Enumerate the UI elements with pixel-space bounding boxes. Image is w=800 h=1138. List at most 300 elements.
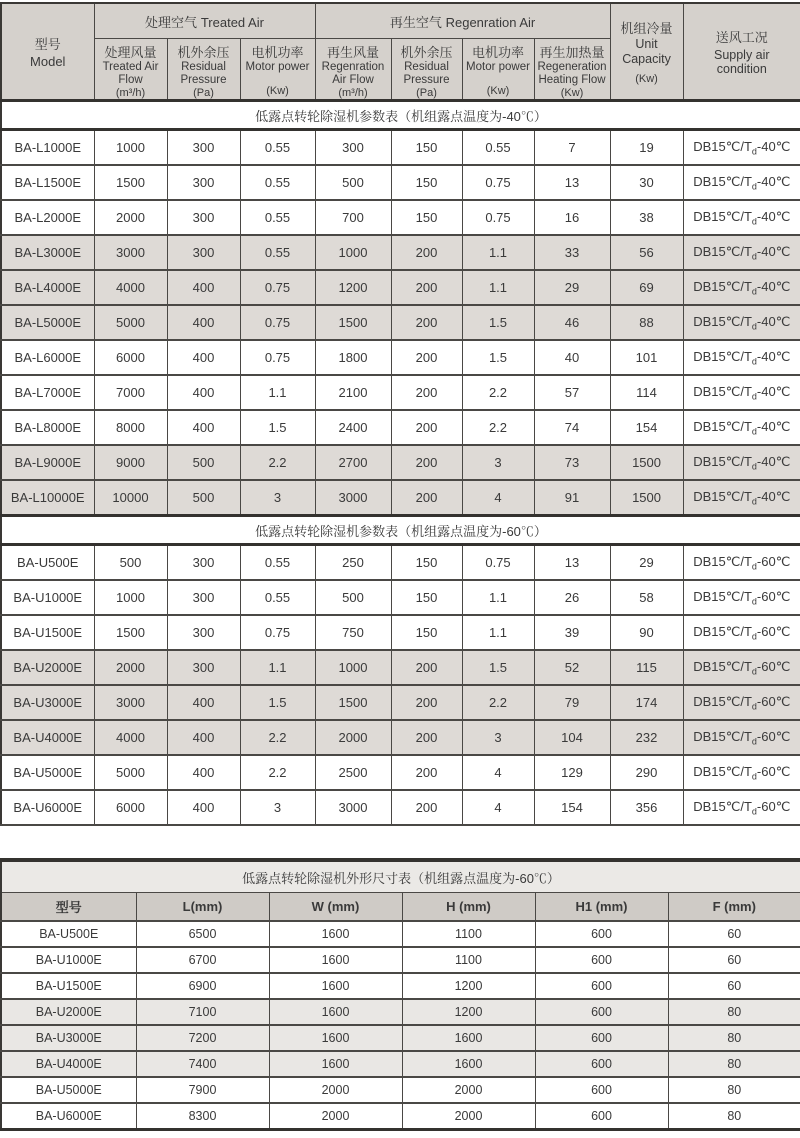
col-header-regen-flow — [315, 39, 391, 101]
value-cell: 39 — [534, 615, 610, 650]
value-cell: 600 — [535, 947, 668, 973]
supply-pre: DB15℃/T — [693, 173, 752, 189]
supply-post: -40℃ — [756, 453, 791, 469]
value-cell: 3000 — [315, 790, 391, 825]
regen-heating-en: Regeneration Heating Flow — [537, 61, 607, 87]
value-cell: 1.1 — [462, 580, 534, 615]
value-cell: 3000 — [94, 235, 167, 270]
supply-pre: DB15℃/T — [693, 763, 752, 779]
value-cell: 1200 — [315, 270, 391, 305]
value-cell: 0.55 — [240, 200, 315, 235]
value-cell: 5000 — [94, 755, 167, 790]
value-cell: 200 — [391, 685, 462, 720]
supply-subscript: d — [751, 356, 757, 367]
value-cell: 3 — [462, 445, 534, 480]
value-cell: 2000 — [315, 720, 391, 755]
value-cell: 80 — [668, 1025, 800, 1051]
value-cell: 6000 — [94, 340, 167, 375]
value-cell: 300 — [167, 615, 240, 650]
value-cell: 80 — [668, 1077, 800, 1103]
supply-post: -60℃ — [756, 763, 791, 779]
supply-post: -40℃ — [756, 313, 791, 329]
value-cell: 300 — [167, 200, 240, 235]
value-cell: 2400 — [315, 410, 391, 445]
model-cell: BA-U4000E — [1, 1051, 136, 1077]
value-cell: 80 — [668, 1103, 800, 1130]
model-cell: BA-U1000E — [1, 947, 136, 973]
value-cell: 6000 — [94, 790, 167, 825]
value-cell: 3000 — [94, 685, 167, 720]
table-row — [1, 340, 800, 375]
supply-post: -60℃ — [756, 728, 791, 744]
value-cell: 1800 — [315, 340, 391, 375]
value-cell: 104 — [534, 720, 610, 755]
table-row — [1, 1103, 800, 1130]
table-row — [1, 720, 800, 755]
regen-pressure-en: Residual Pressure — [403, 61, 450, 87]
value-cell: 150 — [391, 165, 462, 200]
value-cell: 3000 — [315, 480, 391, 516]
supply-condition-cell — [683, 130, 800, 166]
value-cell: 2000 — [269, 1103, 402, 1130]
table-row — [1, 650, 800, 685]
value-cell: 200 — [391, 480, 462, 516]
value-cell: 150 — [391, 130, 462, 166]
value-cell: 33 — [534, 235, 610, 270]
supply-pre: DB15℃/T — [693, 453, 752, 469]
value-cell: 60 — [668, 947, 800, 973]
value-cell: 300 — [167, 235, 240, 270]
value-cell: 150 — [391, 580, 462, 615]
value-cell: 2000 — [94, 200, 167, 235]
model-cell: BA-L6000E — [1, 340, 94, 375]
value-cell: 16 — [534, 200, 610, 235]
supply-condition-cell — [683, 615, 800, 650]
value-cell: 7900 — [136, 1077, 269, 1103]
supply-post: -40℃ — [756, 383, 791, 399]
table-row — [1, 999, 800, 1025]
value-cell: 9000 — [94, 445, 167, 480]
value-cell: 2000 — [402, 1077, 535, 1103]
value-cell: 200 — [391, 340, 462, 375]
model-cell: BA-U5000E — [1, 755, 94, 790]
value-cell: 0.75 — [240, 270, 315, 305]
value-cell: 129 — [534, 755, 610, 790]
value-cell: 60 — [668, 973, 800, 999]
table-row — [1, 685, 800, 720]
value-cell: 1600 — [269, 999, 402, 1025]
value-cell: 10000 — [94, 480, 167, 516]
value-cell: 1600 — [269, 947, 402, 973]
value-cell: 500 — [167, 445, 240, 480]
treated-air-zh: 处理空气 — [145, 14, 198, 30]
model-cell: BA-U6000E — [1, 790, 94, 825]
value-cell: 1600 — [269, 921, 402, 947]
value-cell: 1.1 — [462, 270, 534, 305]
value-cell: 200 — [391, 445, 462, 480]
value-cell: 90 — [610, 615, 683, 650]
table-row — [1, 1025, 800, 1051]
supply-condition-cell — [683, 305, 800, 340]
supply-subscript: d — [751, 666, 757, 677]
value-cell: 1.5 — [240, 685, 315, 720]
dim-col-header-f: F (mm) — [668, 893, 800, 922]
col-header-treated-pressure — [167, 39, 240, 101]
value-cell: 1000 — [94, 130, 167, 166]
supply-post: -60℃ — [756, 798, 791, 814]
value-cell: 2700 — [315, 445, 391, 480]
dim-col-header-l: L(mm) — [136, 893, 269, 922]
model-cell: BA-L2000E — [1, 200, 94, 235]
value-cell: 1500 — [315, 685, 391, 720]
table-spacer — [0, 826, 800, 858]
supply-condition-cell — [683, 235, 800, 270]
value-cell: 1600 — [269, 1051, 402, 1077]
value-cell: 1200 — [402, 973, 535, 999]
value-cell: 300 — [167, 165, 240, 200]
value-cell: 0.55 — [240, 165, 315, 200]
value-cell: 30 — [610, 165, 683, 200]
model-header-zh: 型号 — [34, 36, 61, 52]
supply-subscript: d — [751, 496, 757, 507]
regen-flow-zh: 再生风量 — [326, 45, 379, 60]
performance-table — [0, 2, 800, 826]
table-row — [1, 615, 800, 650]
value-cell: 2500 — [315, 755, 391, 790]
model-cell: BA-U5000E — [1, 1077, 136, 1103]
value-cell: 400 — [167, 305, 240, 340]
regen-heating-unit: (Kw) — [560, 87, 584, 100]
value-cell: 0.75 — [462, 200, 534, 235]
value-cell: 58 — [610, 580, 683, 615]
model-header-en: Model — [30, 53, 66, 69]
supply-post: -40℃ — [756, 418, 791, 434]
supply-condition-zh: 送风工况 — [715, 29, 768, 45]
group-header-treated-air — [94, 3, 315, 39]
value-cell: 0.75 — [240, 340, 315, 375]
regen-pressure-unit: (Pa) — [416, 87, 437, 100]
supply-post: -40℃ — [756, 208, 791, 224]
table-row — [1, 947, 800, 973]
value-cell: 115 — [610, 650, 683, 685]
supply-pre: DB15℃/T — [693, 383, 752, 399]
value-cell: 200 — [391, 790, 462, 825]
value-cell: 300 — [315, 130, 391, 166]
section-title-40: 低露点转轮除湿机参数表（机组露点温度为-40℃） — [1, 101, 800, 130]
model-cell: BA-L9000E — [1, 445, 94, 480]
model-cell: BA-U500E — [1, 921, 136, 947]
value-cell: 91 — [534, 480, 610, 516]
supply-pre: DB15℃/T — [693, 418, 752, 434]
table-row — [1, 480, 800, 516]
value-cell: 79 — [534, 685, 610, 720]
model-cell: BA-L7000E — [1, 375, 94, 410]
value-cell: 1100 — [402, 947, 535, 973]
supply-pre: DB15℃/T — [693, 728, 752, 744]
supply-condition-cell — [683, 165, 800, 200]
value-cell: 750 — [315, 615, 391, 650]
value-cell: 1100 — [402, 921, 535, 947]
dim-col-header-w: W (mm) — [269, 893, 402, 922]
supply-subscript: d — [751, 426, 757, 437]
value-cell: 1.1 — [462, 235, 534, 270]
value-cell: 7200 — [136, 1025, 269, 1051]
table-row — [1, 580, 800, 615]
value-cell: 1.1 — [462, 615, 534, 650]
value-cell: 400 — [167, 375, 240, 410]
supply-post: -40℃ — [756, 173, 791, 189]
supply-pre: DB15℃/T — [693, 208, 752, 224]
value-cell: 3 — [240, 790, 315, 825]
value-cell: 300 — [167, 580, 240, 615]
value-cell: 290 — [610, 755, 683, 790]
treated-pressure-en: Residual Pressure — [180, 61, 227, 87]
supply-condition-cell — [683, 480, 800, 516]
value-cell: 300 — [167, 650, 240, 685]
value-cell: 1.5 — [240, 410, 315, 445]
value-cell: 232 — [610, 720, 683, 755]
supply-condition-cell — [683, 650, 800, 685]
supply-condition-cell — [683, 580, 800, 615]
col-header-regen-heating — [534, 39, 610, 101]
section-band-40 — [1, 101, 800, 130]
treated-pressure-unit: (Pa) — [193, 87, 214, 100]
group-header-regen-air — [315, 3, 610, 39]
table-row — [1, 545, 800, 581]
regen-motor-zh: 电机功率 — [471, 45, 524, 60]
supply-pre: DB15℃/T — [693, 138, 752, 154]
value-cell: 200 — [391, 305, 462, 340]
value-cell: 1500 — [610, 445, 683, 480]
value-cell: 5000 — [94, 305, 167, 340]
value-cell: 0.55 — [462, 130, 534, 166]
supply-condition-en: Supply air condition — [713, 47, 770, 76]
performance-table-header — [1, 3, 800, 101]
value-cell: 200 — [391, 410, 462, 445]
value-cell: 174 — [610, 685, 683, 720]
value-cell: 57 — [534, 375, 610, 410]
supply-post: -40℃ — [756, 348, 791, 364]
table-row — [1, 410, 800, 445]
model-cell: BA-L10000E — [1, 480, 94, 516]
supply-pre: DB15℃/T — [693, 348, 752, 364]
value-cell: 600 — [535, 999, 668, 1025]
value-cell: 300 — [167, 130, 240, 166]
value-cell: 6900 — [136, 973, 269, 999]
supply-pre: DB15℃/T — [693, 313, 752, 329]
model-cell: BA-U2000E — [1, 650, 94, 685]
value-cell: 7400 — [136, 1051, 269, 1077]
regen-air-en: Regenration Air — [445, 14, 536, 30]
model-cell: BA-U3000E — [1, 685, 94, 720]
value-cell: 1200 — [402, 999, 535, 1025]
value-cell: 1000 — [315, 650, 391, 685]
supply-post: -40℃ — [756, 138, 791, 154]
unit-capacity-zh: 机组冷量 — [620, 21, 673, 37]
value-cell: 2100 — [315, 375, 391, 410]
model-cell: BA-U1500E — [1, 615, 94, 650]
col-header-model — [1, 3, 94, 101]
treated-air-en: Treated Air — [200, 14, 264, 30]
value-cell: 2.2 — [462, 410, 534, 445]
supply-post: -60℃ — [756, 693, 791, 709]
supply-subscript: d — [751, 461, 757, 472]
col-header-supply-condition — [683, 3, 800, 101]
value-cell: 1600 — [402, 1025, 535, 1051]
value-cell: 1600 — [269, 973, 402, 999]
value-cell: 2.2 — [240, 755, 315, 790]
value-cell: 0.75 — [240, 615, 315, 650]
value-cell: 2.2 — [462, 685, 534, 720]
model-cell: BA-U500E — [1, 545, 94, 581]
value-cell: 700 — [315, 200, 391, 235]
value-cell: 6700 — [136, 947, 269, 973]
treated-motor-zh: 电机功率 — [251, 45, 304, 60]
model-cell: BA-U2000E — [1, 999, 136, 1025]
col-header-regen-motor — [462, 39, 534, 101]
supply-condition-cell — [683, 685, 800, 720]
value-cell: 1500 — [94, 615, 167, 650]
value-cell: 1.1 — [240, 650, 315, 685]
supply-post: -40℃ — [756, 243, 791, 259]
value-cell: 400 — [167, 410, 240, 445]
value-cell: 88 — [610, 305, 683, 340]
value-cell: 500 — [315, 165, 391, 200]
supply-condition-cell — [683, 720, 800, 755]
value-cell: 2000 — [402, 1103, 535, 1130]
value-cell: 600 — [535, 1025, 668, 1051]
value-cell: 150 — [391, 200, 462, 235]
regen-motor-en: Motor power — [466, 61, 530, 73]
value-cell: 60 — [668, 921, 800, 947]
value-cell: 1000 — [315, 235, 391, 270]
value-cell: 19 — [610, 130, 683, 166]
table-row — [1, 1077, 800, 1103]
value-cell: 38 — [610, 200, 683, 235]
value-cell: 500 — [94, 545, 167, 581]
value-cell: 7100 — [136, 999, 269, 1025]
supply-pre: DB15℃/T — [693, 693, 752, 709]
supply-pre: DB15℃/T — [693, 588, 752, 604]
model-cell: BA-L4000E — [1, 270, 94, 305]
model-cell: BA-L1500E — [1, 165, 94, 200]
model-cell: BA-L8000E — [1, 410, 94, 445]
supply-condition-cell — [683, 375, 800, 410]
supply-subscript: d — [751, 701, 757, 712]
value-cell: 2000 — [94, 650, 167, 685]
value-cell: 2.2 — [240, 720, 315, 755]
table-row — [1, 235, 800, 270]
supply-subscript: d — [751, 561, 757, 572]
value-cell: 150 — [391, 545, 462, 581]
table-row — [1, 921, 800, 947]
value-cell: 114 — [610, 375, 683, 410]
model-cell: BA-U6000E — [1, 1103, 136, 1130]
value-cell: 6500 — [136, 921, 269, 947]
regen-pressure-zh: 机外余压 — [400, 45, 453, 60]
value-cell: 4000 — [94, 720, 167, 755]
supply-pre: DB15℃/T — [693, 243, 752, 259]
treated-flow-zh: 处理风量 — [104, 45, 157, 60]
regen-motor-unit: (Kw) — [486, 85, 510, 97]
value-cell: 600 — [535, 1103, 668, 1130]
value-cell: 0.55 — [240, 130, 315, 166]
value-cell: 2000 — [269, 1077, 402, 1103]
value-cell: 40 — [534, 340, 610, 375]
value-cell: 4000 — [94, 270, 167, 305]
regen-air-zh: 再生空气 — [389, 14, 442, 30]
section-band-60 — [1, 516, 800, 545]
col-header-treated-flow — [94, 39, 167, 101]
value-cell: 52 — [534, 650, 610, 685]
value-cell: 250 — [315, 545, 391, 581]
treated-flow-unit: (m³/h) — [115, 87, 146, 100]
supply-subscript: d — [751, 596, 757, 607]
supply-condition-cell — [683, 445, 800, 480]
table-row — [1, 1051, 800, 1077]
value-cell: 600 — [535, 973, 668, 999]
supply-pre: DB15℃/T — [693, 623, 752, 639]
value-cell: 400 — [167, 685, 240, 720]
value-cell: 154 — [534, 790, 610, 825]
value-cell: 200 — [391, 720, 462, 755]
value-cell: 400 — [167, 755, 240, 790]
section-title-60: 低露点转轮除湿机参数表（机组露点温度为-60℃） — [1, 516, 800, 545]
value-cell: 0.55 — [240, 580, 315, 615]
table-row — [1, 973, 800, 999]
value-cell: 8300 — [136, 1103, 269, 1130]
treated-pressure-zh: 机外余压 — [177, 45, 230, 60]
value-cell: 1600 — [269, 1025, 402, 1051]
dimension-table-title: 低露点转轮除湿机外形尺寸表（机组露点温度为-60℃） — [1, 860, 800, 893]
value-cell: 1.1 — [240, 375, 315, 410]
table-row — [1, 165, 800, 200]
supply-pre: DB15℃/T — [693, 278, 752, 294]
col-header-treated-motor — [240, 39, 315, 101]
value-cell: 4 — [462, 480, 534, 516]
value-cell: 500 — [167, 480, 240, 516]
value-cell: 3 — [462, 720, 534, 755]
value-cell: 26 — [534, 580, 610, 615]
supply-pre: DB15℃/T — [693, 488, 752, 504]
value-cell: 3 — [240, 480, 315, 516]
value-cell: 0.75 — [240, 305, 315, 340]
value-cell: 200 — [391, 270, 462, 305]
model-cell: BA-U4000E — [1, 720, 94, 755]
value-cell: 73 — [534, 445, 610, 480]
supply-subscript: d — [751, 286, 757, 297]
supply-subscript: d — [751, 321, 757, 332]
value-cell: 69 — [610, 270, 683, 305]
value-cell: 600 — [535, 921, 668, 947]
value-cell: 200 — [391, 650, 462, 685]
dim-col-header-model: 型号 — [1, 893, 136, 922]
dimension-rows — [1, 921, 800, 1130]
value-cell: 400 — [167, 340, 240, 375]
value-cell: 80 — [668, 1051, 800, 1077]
table-row — [1, 375, 800, 410]
value-cell: 8000 — [94, 410, 167, 445]
table-row — [1, 305, 800, 340]
regen-heating-zh: 再生加热量 — [539, 45, 605, 60]
value-cell: 0.75 — [462, 545, 534, 581]
model-cell: BA-U1000E — [1, 580, 94, 615]
supply-subscript: d — [751, 216, 757, 227]
supply-post: -40℃ — [756, 278, 791, 294]
supply-post: -60℃ — [756, 658, 791, 674]
table-row — [1, 200, 800, 235]
value-cell: 1.5 — [462, 305, 534, 340]
